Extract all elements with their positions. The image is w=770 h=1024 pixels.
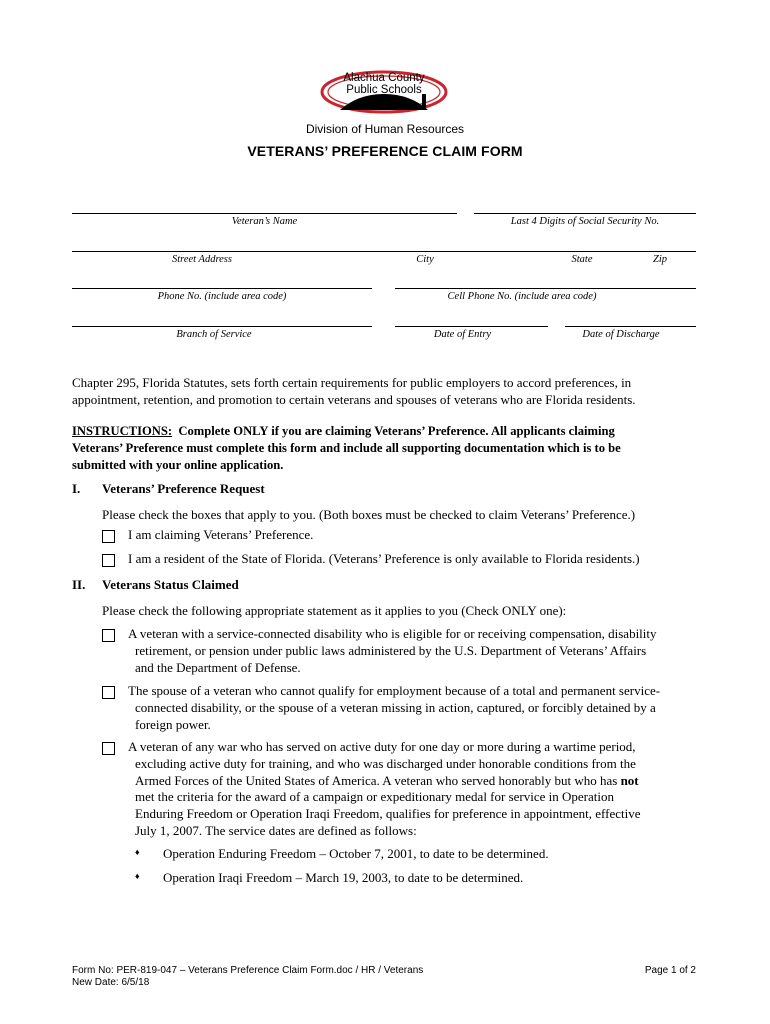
footer-page-number: Page 1 of 2 — [644, 965, 696, 976]
cell-phone-label: Cell Phone No. (include area code) — [447, 291, 597, 302]
claiming-preference-checkbox[interactable] — [102, 530, 115, 543]
veteran-spouse-line-3: foreign power. — [135, 716, 211, 732]
claiming-preference-label: I am claiming Veterans’ Preference. — [128, 527, 314, 542]
branch-of-service-field[interactable] — [72, 326, 372, 327]
instructions-label: INSTRUCTIONS: — [72, 424, 173, 438]
florida-resident-checkbox[interactable] — [102, 554, 115, 567]
intro-line-2: appointment, retention, and promotion to certain veterans and spouses of veterans who are Florida residents. — [72, 392, 636, 407]
date-of-discharge-field[interactable] — [565, 326, 696, 327]
disabled-veteran-line-3: and the Department of Defense. — [135, 659, 301, 675]
wartime-veteran-line-3: Armed Forces of the United States of America. A veteran who served honorably but who has not — [135, 772, 639, 788]
state-label: State — [571, 254, 593, 265]
wartime-veteran-line-2: excluding active duty for training, and who was discharged under honorable conditions from the — [135, 755, 636, 771]
wartime-veteran-line-1: A veteran of any war who has served on active duty for one day or more during a wartime period, — [128, 739, 636, 754]
instructions-line-1: Complete ONLY if you are claiming Veterans’ Preference. All applicants claiming — [178, 424, 615, 438]
ssn-last4-field[interactable] — [474, 213, 696, 214]
wartime-veteran-line-5: Enduring Freedom or Operation Iraqi Freedom, qualifies for preference in appointment, effective — [135, 806, 641, 822]
alachua-county-public-schools-logo — [318, 70, 450, 120]
intro-line-1: Chapter 295, Florida Statutes, sets forth certain requirements for public employers to accord preferences, in — [72, 375, 632, 390]
section-1-number: I. — [72, 481, 81, 496]
branch-of-service-label: Branch of Service — [176, 329, 252, 340]
bullet-enduring-freedom: Operation Enduring Freedom – October 7, 2001, to date to be determined. — [163, 846, 549, 861]
section-1-title: Veterans’ Preference Request — [102, 481, 265, 496]
date-of-entry-field[interactable] — [395, 326, 548, 327]
veteran-spouse-line-2: connected disability, or the spouse of a veteran missing in action, captured, or forcibly detained by a — [135, 699, 656, 715]
city-label: City — [416, 254, 434, 265]
section-2-title: Veterans Status Claimed — [102, 577, 239, 592]
florida-resident-label: I am a resident of the State of Florida. (Veterans’ Preference is only available to Florida residents.) — [128, 551, 640, 566]
date-of-discharge-label: Date of Discharge — [582, 329, 660, 340]
footer-left — [72, 965, 423, 989]
diamond-bullet-icon: ♦ — [135, 871, 140, 881]
phone-label: Phone No. (include area code) — [157, 291, 287, 302]
footer-form-number: Form No: PER-819-047 – Veterans Preference Claim Form.doc / HR / Veterans — [72, 965, 424, 976]
veterans-name-label: Veteran’s Name — [231, 216, 298, 227]
wartime-veteran-line-4: met the criteria for the award of a campaign or expeditionary medal for service in Operation — [135, 789, 614, 805]
disabled-veteran-line-1: A veteran with a service-connected disability who is eligible for or receiving compensation, disability — [128, 626, 657, 641]
date-of-entry-label: Date of Entry — [433, 329, 492, 340]
instructions-line-2: Veterans’ Preference must complete this form and include all supporting documentation which is to be — [72, 441, 621, 455]
instructions-block — [72, 423, 712, 474]
disabled-veteran-checkbox[interactable] — [102, 629, 115, 642]
address-line-field[interactable] — [72, 251, 696, 252]
veterans-name-field[interactable] — [72, 213, 457, 214]
section-2-number: II. — [72, 577, 86, 592]
section-2-prompt: Please check the following appropriate statement as it applies to you (Check ONLY one): — [102, 603, 567, 618]
cell-phone-field[interactable] — [395, 288, 696, 289]
street-address-label: Street Address — [172, 254, 232, 265]
ssn-last4-label: Last 4 Digits of Social Security No. — [510, 216, 660, 227]
wartime-veteran-statement — [128, 739, 728, 840]
bullet-iraqi-freedom: Operation Iraqi Freedom – March 19, 2003, to date to be determined. — [163, 870, 524, 885]
logo-line-2: Public Schools — [346, 84, 422, 96]
veteran-spouse-line-1: The spouse of a veteran who cannot qualify for employment because of a total and permanent service- — [128, 683, 661, 698]
section-1-prompt: Please check the boxes that apply to you. (Both boxes must be checked to claim Veterans’ Preference.) — [102, 507, 636, 522]
wartime-veteran-line-6: July 1, 2007. The service dates are defined as follows: — [135, 822, 417, 838]
instructions-line-3: submitted with your online application. — [72, 458, 284, 472]
footer-new-date: New Date: 6/5/18 — [72, 977, 150, 988]
veteran-spouse-statement — [128, 683, 728, 733]
logo-line-1: Alachua County — [343, 72, 425, 84]
form-title: VETERANS’ PREFERENCE CLAIM FORM — [247, 143, 523, 159]
not-emphasis: not — [620, 772, 639, 788]
diamond-bullet-icon: ♦ — [135, 847, 140, 857]
zip-label: Zip — [652, 254, 667, 265]
wartime-veteran-checkbox[interactable] — [102, 742, 115, 755]
intro-paragraph — [72, 374, 712, 408]
disabled-veteran-statement — [128, 626, 728, 676]
veteran-spouse-checkbox[interactable] — [102, 686, 115, 699]
division-heading: Division of Human Resources — [305, 122, 465, 136]
phone-field[interactable] — [72, 288, 372, 289]
disabled-veteran-line-2: retirement, or pension under public laws administered by the U.S. Department of Veterans’ Affairs — [135, 642, 647, 658]
